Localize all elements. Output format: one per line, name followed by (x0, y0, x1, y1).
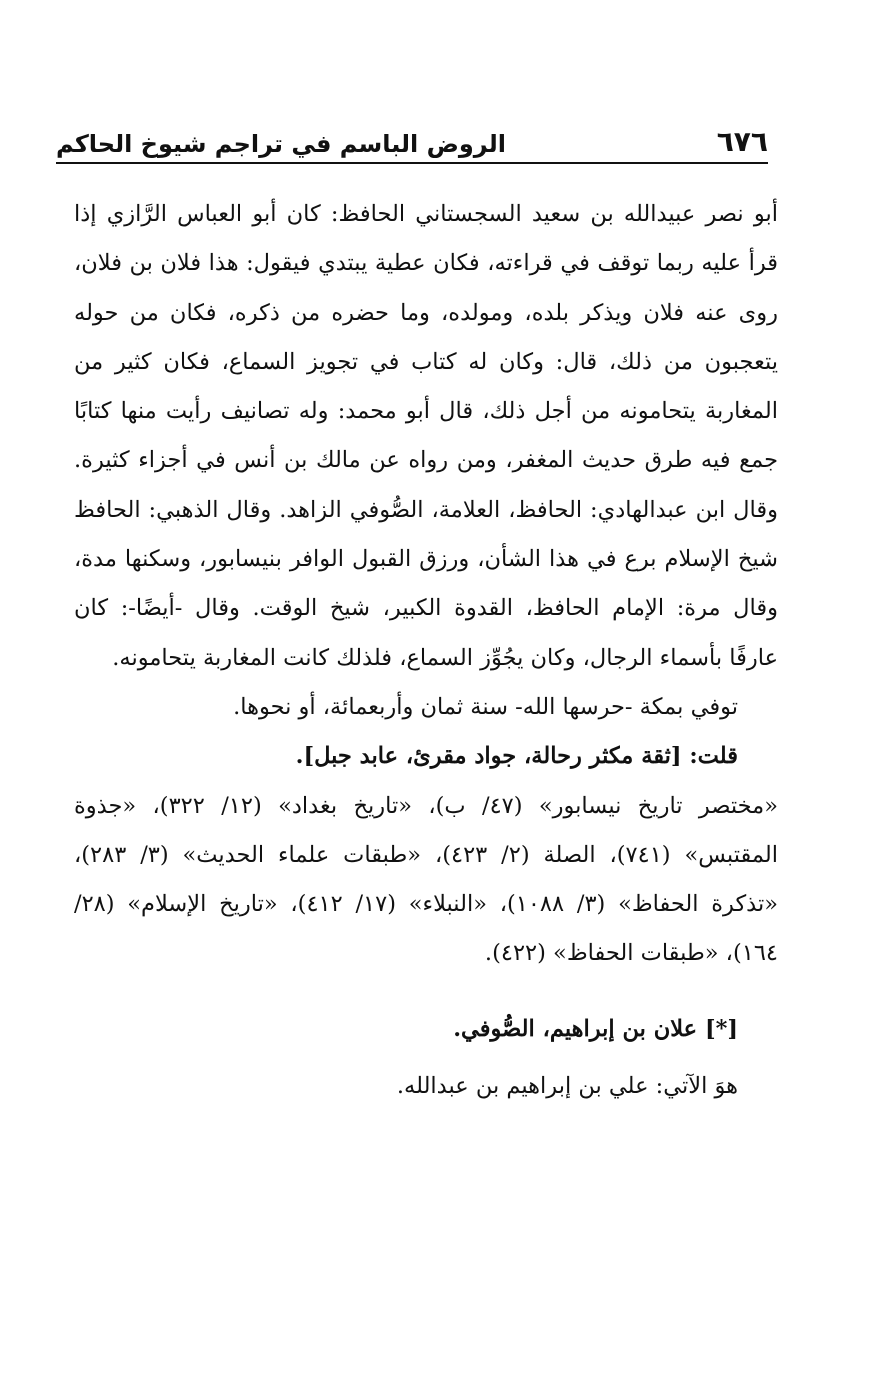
death-line: توفي بمكة -حرسها الله- سنة ثمان وأربعمائة، أو نحوها. (233, 693, 738, 720)
verdict-line: قلت: [ثقة مكثر رحالة، جواد مقرئ، عابد جبل]. (295, 743, 738, 770)
entry-heading: [*] علان بن إبراهيم، الصُّوفي. (453, 1015, 738, 1042)
running-title: الروض الباسم في تراجم شيوخ الحاكم (56, 130, 506, 158)
entry-cross-reference: هوَ الآتي: علي بن إبراهيم بن عبدالله. (396, 1073, 738, 1100)
main-paragraph: أبو نصر عبيدالله بن سعيد السجستاني الحافظ: كان أبو العباس الرَّازي إذا قرأ عليه ربما توقف في قراءته، فكان عطية يبتدي فيقول: هذا فلان بن فلان، روى عنه فلان ويذكر بلده، ومولده، وما حضره من ذكره، فكان من حوله يتعجبون من ذلك، قال: وكان له كتاب في تجويز السماع، فكان كثير من المغاربة يتحامونه من أجل ذلك، قال أبو محمد: وله تصانيف رأيت منها كتابًا جمع فيه طرق حديث المغفر، ومن رواه عن مالك بن أنس في أجزاء كثيرة. وقال ابن عبدالهادي: الحافظ، العلامة، الصُّوفي الزاهد. وقال الذهبي: الحافظ شيخ الإسلام برع في هذا الشأن، ورزق القبول الوافر بنيسابور، وسكنها مدة، وقال مرة: الإمام الحافظ، القدوة الكبير، شيخ الوقت. وقال -أيضًا-: كان عارفًا بأسماء الرجال، وكان يجُوِّز السماع، فلذلك كانت المغاربة يتحامونه. (74, 201, 778, 671)
page-number: ٦٧٦ (716, 125, 768, 158)
body-text (74, 190, 778, 1111)
sources-paragraph: «مختصر تاريخ نيسابور» (٤٧/ ب)، «تاريخ بغداد» (١٢/ ٣٢٢)، «جذوة المقتبس» (٧٤١)، الصلة (٢/ ٤٢٣)، «طبقات علماء الحديث» (٣/ ٢٨٣)، «تذكرة الحفاظ» (٣/ ١٠٨٨)، «النبلاء» (١٧/ ٤١٢)، «تاريخ الإسلام» (٢٨/ ١٦٤)، «طبقات الحفاظ» (٤٢٢). (74, 792, 779, 967)
page-header (56, 118, 768, 164)
